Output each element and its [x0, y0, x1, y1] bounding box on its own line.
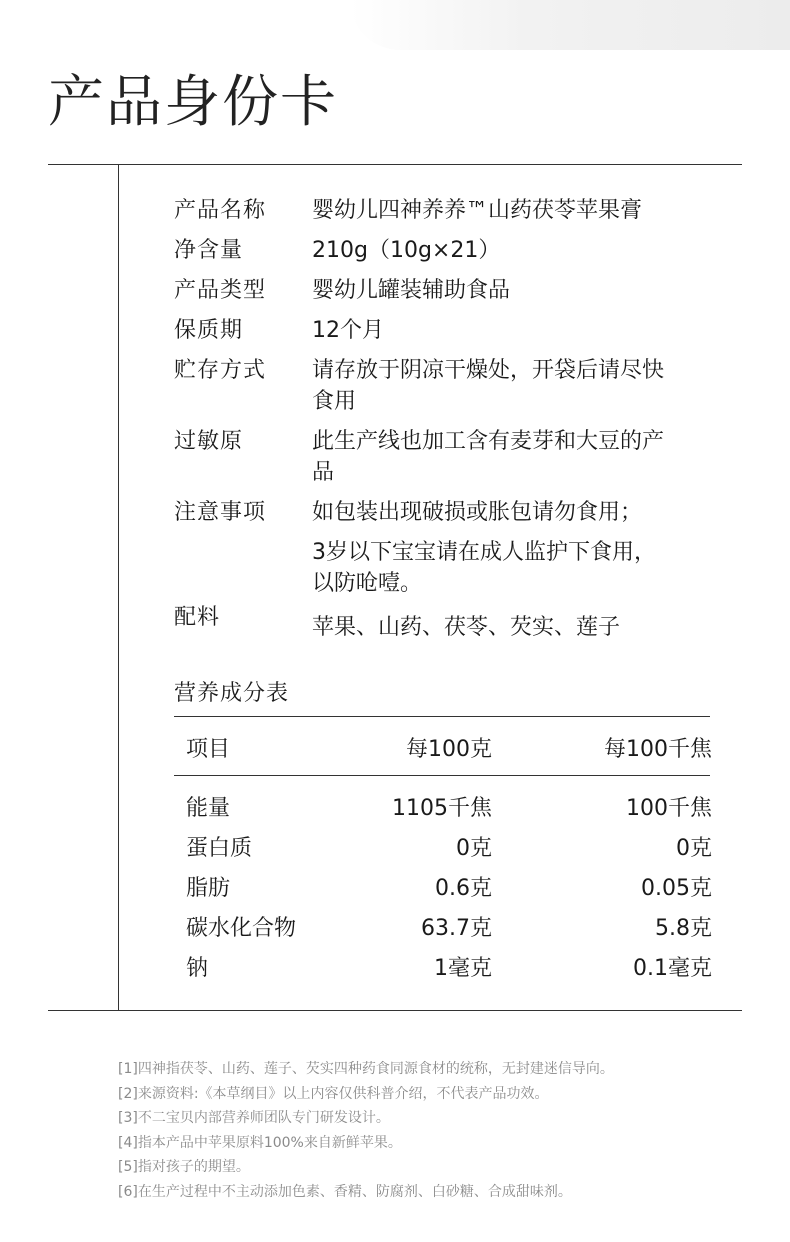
nutrition-row-protein	[186, 831, 712, 861]
spec-value	[312, 275, 734, 306]
nutrient-per-100g: 1毫克	[434, 956, 492, 981]
spec-value	[312, 315, 734, 346]
spec-value-line: 如包装出现破损或胀包请勿食用；	[312, 500, 643, 525]
spec-label: 产品名称	[174, 198, 267, 223]
nutrient-per-100g: 0.6克	[435, 876, 492, 901]
spec-row-storage	[174, 355, 734, 417]
spec-label: 过敏原	[174, 429, 244, 454]
spec-label: 配料	[174, 605, 221, 630]
vertical-divider	[118, 165, 119, 1010]
spec-value-line: 苹果、山药、茯苓、芡实、莲子	[312, 615, 621, 640]
spec-value-line: 12个月	[312, 318, 384, 343]
nutrient-per-100kj: 0克	[676, 836, 712, 861]
spec-list	[174, 195, 734, 643]
top-divider	[48, 164, 742, 165]
spec-row-notes	[174, 497, 734, 599]
spec-value	[312, 602, 734, 643]
spec-value-line: 此生产线也加工含有麦芽和大豆的产	[312, 429, 665, 454]
spec-row-product-name	[174, 195, 734, 226]
nutrition-header-rule	[174, 775, 710, 776]
nutrient-per-100kj: 0.1毫克	[633, 956, 712, 981]
header-per-100kj: 每100千焦	[604, 737, 712, 762]
nutrient-name: 钠	[186, 956, 209, 981]
top-decorative-shade	[350, 0, 790, 50]
spec-value	[312, 235, 734, 266]
nutrition-row-sodium	[186, 951, 712, 981]
spec-label: 注意事项	[174, 500, 267, 525]
spec-value-line: 请存放于阴凉干燥处，开袋后请尽快	[312, 358, 665, 383]
spec-value	[312, 195, 734, 226]
spec-label: 产品类型	[174, 278, 267, 303]
spec-value	[312, 426, 734, 488]
spec-value	[312, 355, 734, 417]
nutrient-name: 能量	[186, 796, 231, 821]
nutrient-per-100kj: 5.8克	[655, 916, 712, 941]
page-title: 产品身份卡	[48, 70, 338, 135]
nutrition-row-energy	[186, 791, 712, 821]
nutrient-per-100kj: 100千焦	[626, 796, 712, 821]
spec-row-ingredients	[174, 602, 734, 643]
spec-value	[312, 497, 734, 599]
footnote: [1]四神指茯苓、山药、莲子、芡实四种药食同源食材的统称，无封建迷信导向。	[118, 1061, 614, 1077]
nutrition-row-carbohydrate	[186, 911, 712, 941]
nutrition-header-row	[186, 732, 712, 762]
header-item: 项目	[186, 737, 231, 762]
spec-label: 贮存方式	[174, 358, 267, 383]
spec-row-allergen	[174, 426, 734, 488]
spec-label: 净含量	[174, 238, 244, 263]
spec-value-line: 婴幼儿罐装辅助食品	[312, 278, 511, 303]
footnote: [5]指对孩子的期望。	[118, 1159, 250, 1175]
header-per-100g: 每100克	[406, 737, 492, 762]
spec-value-line: 3岁以下宝宝请在成人监护下食用，	[312, 540, 656, 565]
spec-row-net-content	[174, 235, 734, 266]
footnote: [2]来源资料:《本草纲目》以上内容仅供科普介绍，不代表产品功效。	[118, 1085, 549, 1102]
nutrition-heading: 营养成分表	[174, 681, 290, 706]
spec-value-line: 品	[312, 460, 335, 485]
footnote: [4]指本产品中苹果原料100%来自新鲜苹果。	[118, 1134, 402, 1151]
nutrient-per-100kj: 0.05克	[641, 876, 712, 901]
spec-value-line: 以防呛噎。	[312, 571, 423, 596]
nutrient-name: 蛋白质	[186, 836, 253, 861]
spec-row-shelf-life	[174, 315, 734, 346]
spec-label: 保质期	[174, 318, 244, 343]
spec-value-line: 210g（10g×21）	[312, 238, 501, 263]
spec-value-line: 食用	[312, 389, 357, 414]
nutrient-per-100g: 63.7克	[421, 916, 492, 941]
footnotes	[118, 1057, 614, 1204]
nutrient-name: 脂肪	[186, 876, 231, 901]
footnote: [6]在生产过程中不主动添加色素、香精、防腐剂、白砂糖、合成甜味剂。	[118, 1183, 572, 1200]
spec-row-product-type	[174, 275, 734, 306]
spec-value-line: 婴幼儿四神养养™山药茯苓苹果膏	[312, 198, 643, 223]
nutrient-per-100g: 0克	[456, 836, 492, 861]
nutrition-row-fat	[186, 871, 712, 901]
nutrient-per-100g: 1105千焦	[392, 796, 492, 821]
footnote: [3]不二宝贝内部营养师团队专门研发设计。	[118, 1110, 390, 1126]
bottom-divider	[48, 1010, 742, 1011]
nutrient-name: 碳水化合物	[186, 916, 297, 941]
nutrition-top-rule	[174, 716, 710, 717]
